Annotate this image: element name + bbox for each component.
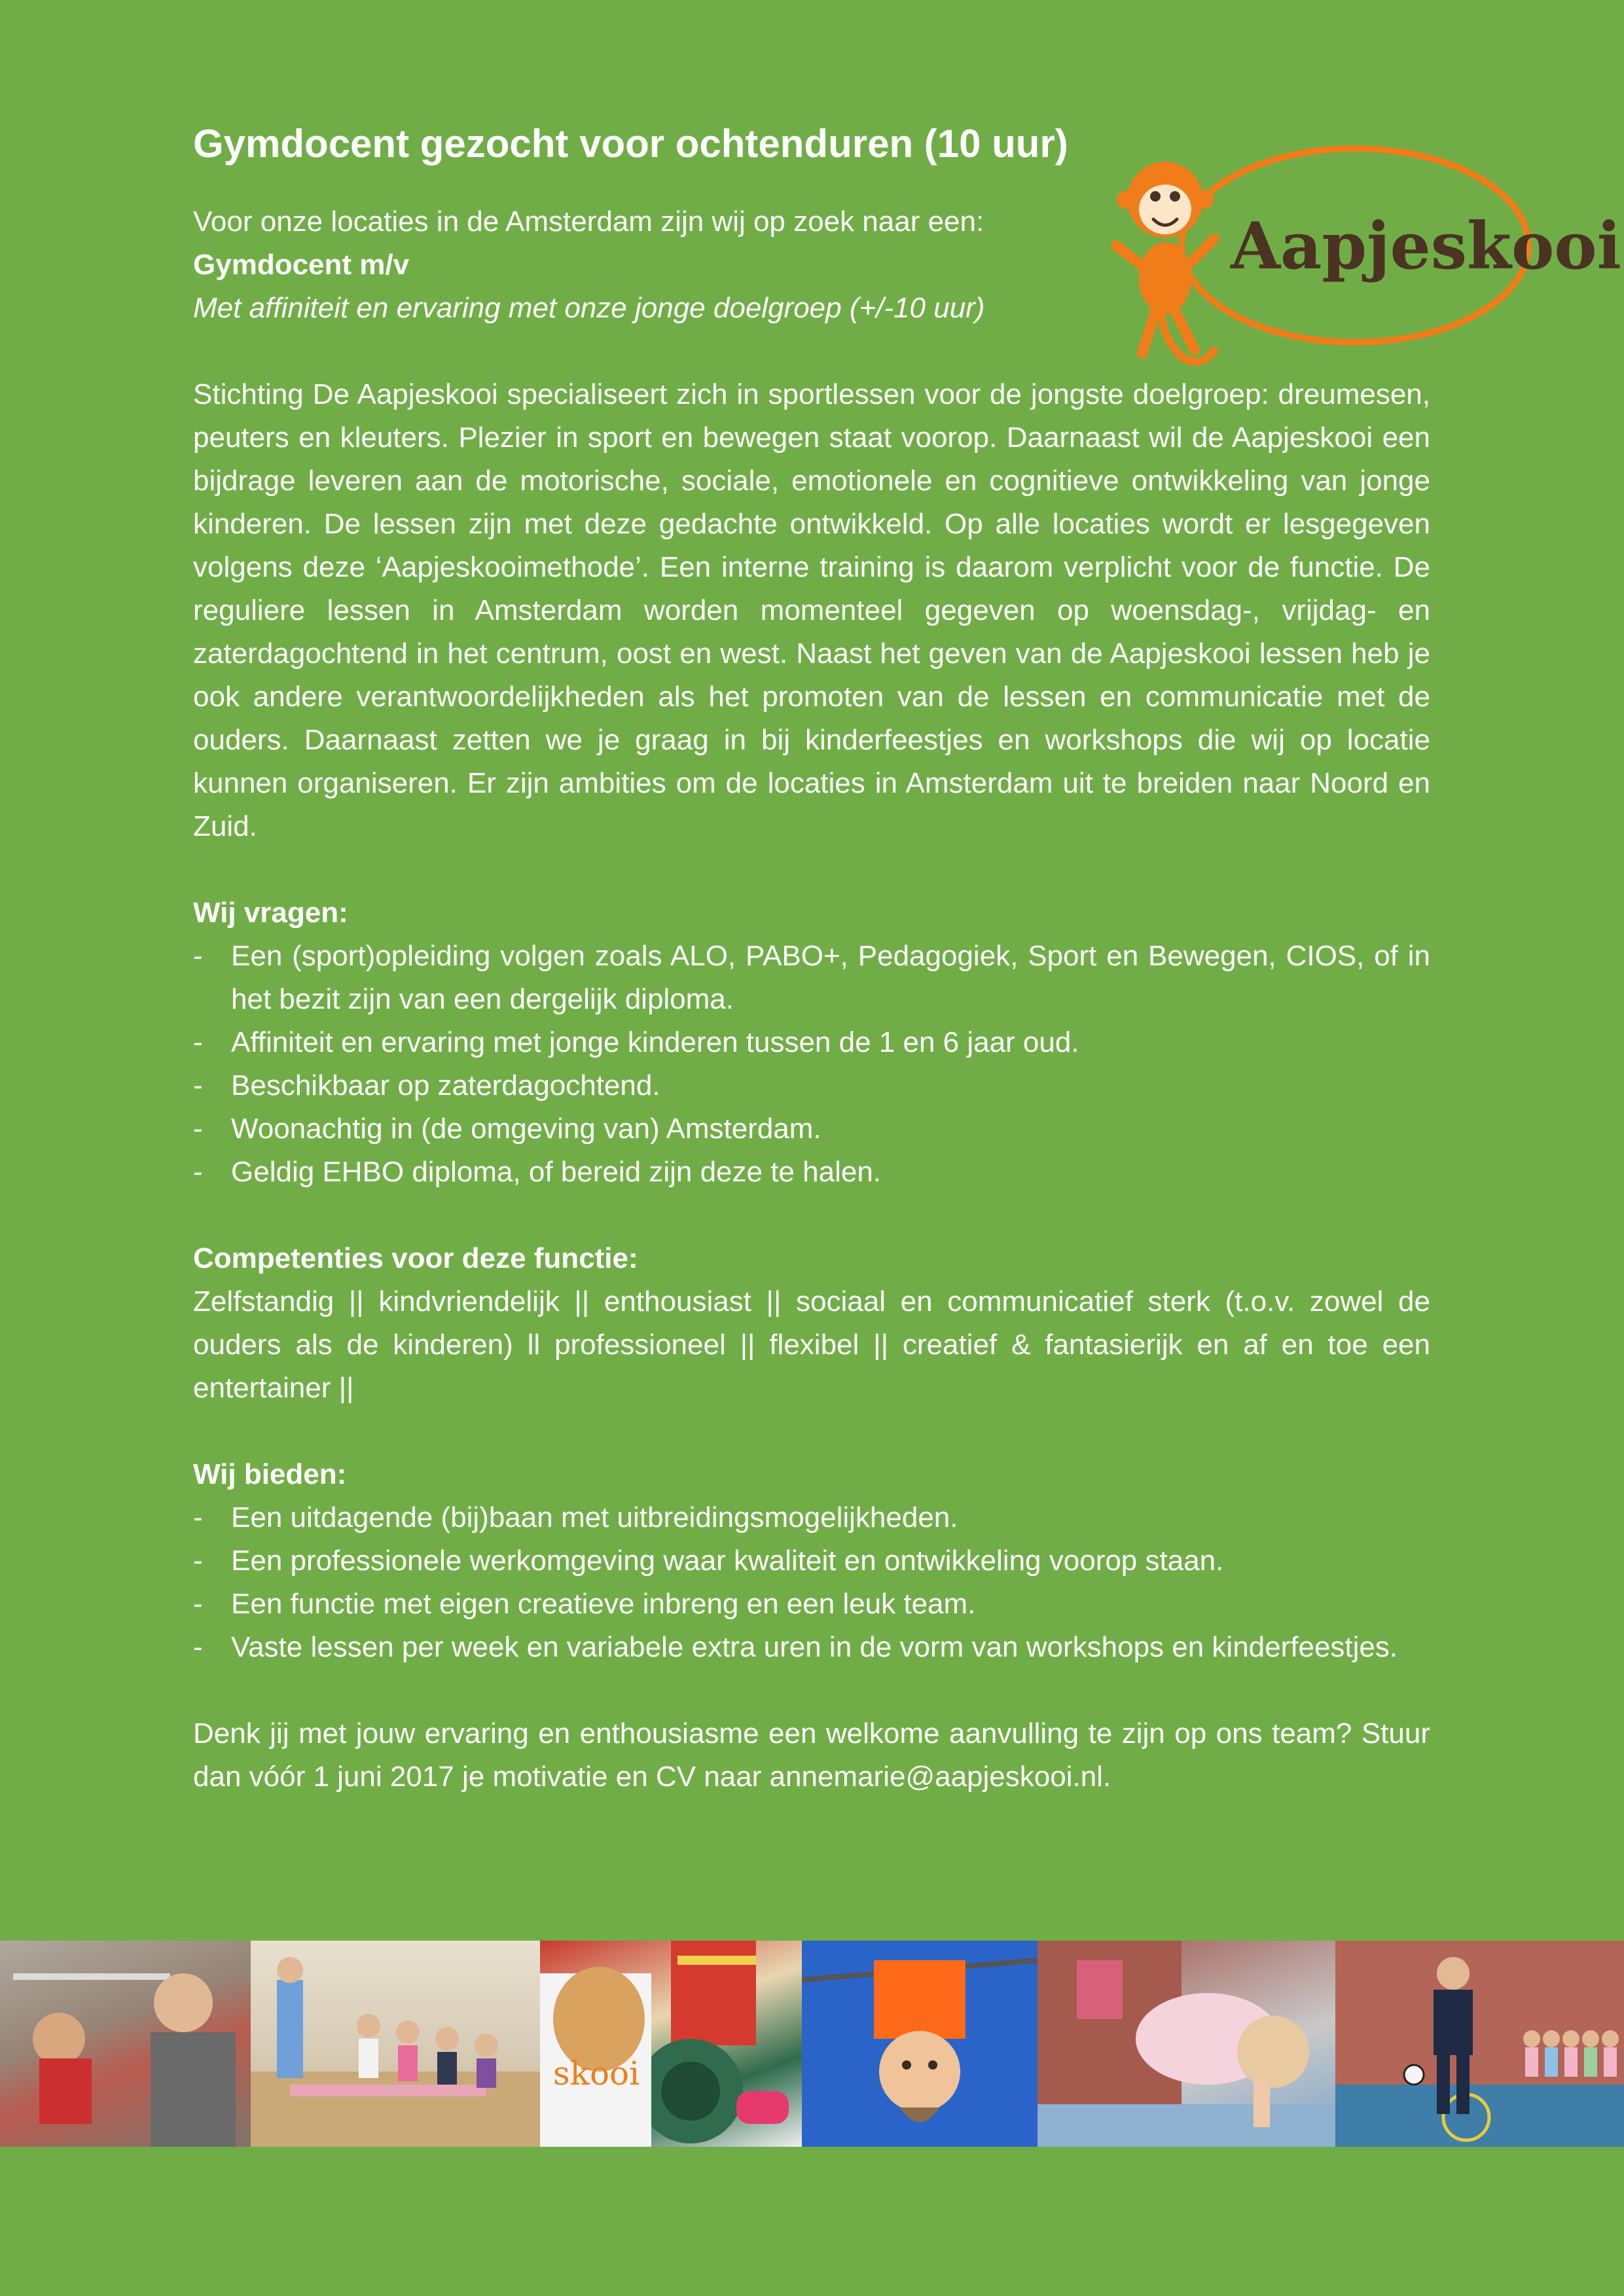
closing-paragraph: Denk jij met jouw ervaring en enthousiasme een welkome aanvulling te zijn op ons team? Stuur dan vóór 1 juni 2017 je motivatie en CV naar annemarie@aapjeskooi.nl.: [193, 1717, 1430, 1793]
child-tunnel-photo: [540, 1941, 802, 2147]
child-bending-photo: [1038, 1941, 1335, 2147]
list-item: - Een uitdagende (bij)baan met uitbreidingsmogelijkheden.: [193, 1501, 958, 1534]
list-item: - Een (sport)opleiding volgen zoals ALO, PABO+, Pedagogiek, Sport en Bewegen, CIOS, of in het bezit zijn van een dergelijk diploma.: [193, 940, 1430, 1015]
intro-line: Voor onze locaties in de Amsterdam zijn wij op zoek naar een:: [193, 206, 984, 238]
upside-down-child-photo: [802, 1941, 1038, 2147]
list-item: - Geldig EHBO diploma, of bereid zijn deze te halen.: [193, 1156, 882, 1188]
monkey-logo-icon: [1090, 128, 1621, 376]
wij-bieden-list: [193, 1496, 1430, 1669]
children-on-beams-photo: [251, 1941, 540, 2147]
page-title: Gymdocent gezocht voor ochtenduren (10 uur): [193, 122, 1068, 166]
list-item: - Vaste lessen per week en variabele extra uren in de vorm van workshops en kinderfeestjes.: [193, 1631, 1398, 1663]
child-on-bar-photo: [0, 1941, 251, 2147]
role-subtitle: Met affiniteit en ervaring met onze jonge doelgroep (+/-10 uur): [193, 292, 985, 324]
list-item: - Een professionele werkomgeving waar kwaliteit en ontwikkeling voorop staan.: [193, 1545, 1224, 1577]
wij-vragen-list: [193, 935, 1430, 1194]
competenties-heading: Competenties voor deze functie:: [193, 1242, 638, 1274]
teacher-children-gym-photo: [1335, 1941, 1624, 2147]
wij-bieden-heading: Wij bieden:: [193, 1458, 347, 1490]
aapjeskooi-logo: [1090, 128, 1621, 376]
competenties-text: Zelfstandig || kindvriendelijk || enthousiast || sociaal en communicatief sterk (t.o.v. zowel de ouders als de kinderen) ll professioneel || flexibel || creatief & fantasierijk en af en toe een entertainer ||: [193, 1285, 1430, 1404]
list-item: - Woonachtig in (de omgeving van) Amsterdam.: [193, 1113, 821, 1145]
list-item: - Een functie met eigen creatieve inbreng en een leuk team.: [193, 1588, 976, 1620]
list-item: - Affiniteit en ervaring met jonge kinderen tussen de 1 en 6 jaar oud.: [193, 1026, 1079, 1058]
svg-text:skooi: skooi: [553, 2054, 640, 2092]
logo-text: Aapjeskooi: [1231, 209, 1621, 284]
photo-strip: [0, 1941, 1624, 2147]
description-paragraph: Stichting De Aapjeskooi specialiseert zich in sportlessen voor de jongste doelgroep: dreumesen, peuters en kleuters. Plezier in sport en bewegen staat voorop. Daarnaast wil de Aapjeskooi een bijdrage leveren aan de motorische, sociale, emotionele en cognitieve ontwikkeling van jonge kinderen. De lessen zijn met deze gedachte ontwikkeld. Op alle locaties wordt er lesgegeven volgens deze ‘Aapjeskooimethode’. Een interne training is daarom verplicht voor de functie. De reguliere lessen in Amsterdam worden momenteel gegeven op woensdag-, vrijdag- en zaterdagochtend in het centrum, oost en west. Naast het geven van de Aapjeskooi lessen heb je ook andere verantwoordelijkheden als het promoten van de lessen en communicatie met de ouders. Daarnaast zetten we je graag in bij kinderfeestjes en workshops die wij op locatie kunnen organiseren. Er zijn ambities om de locaties in Amsterdam uit te breiden naar Noord en Zuid.: [193, 378, 1430, 842]
wij-vragen-heading: Wij vragen:: [193, 897, 348, 929]
role-title: Gymdocent m/v: [193, 249, 410, 281]
list-item: - Beschikbaar op zaterdagochtend.: [193, 1069, 660, 1102]
